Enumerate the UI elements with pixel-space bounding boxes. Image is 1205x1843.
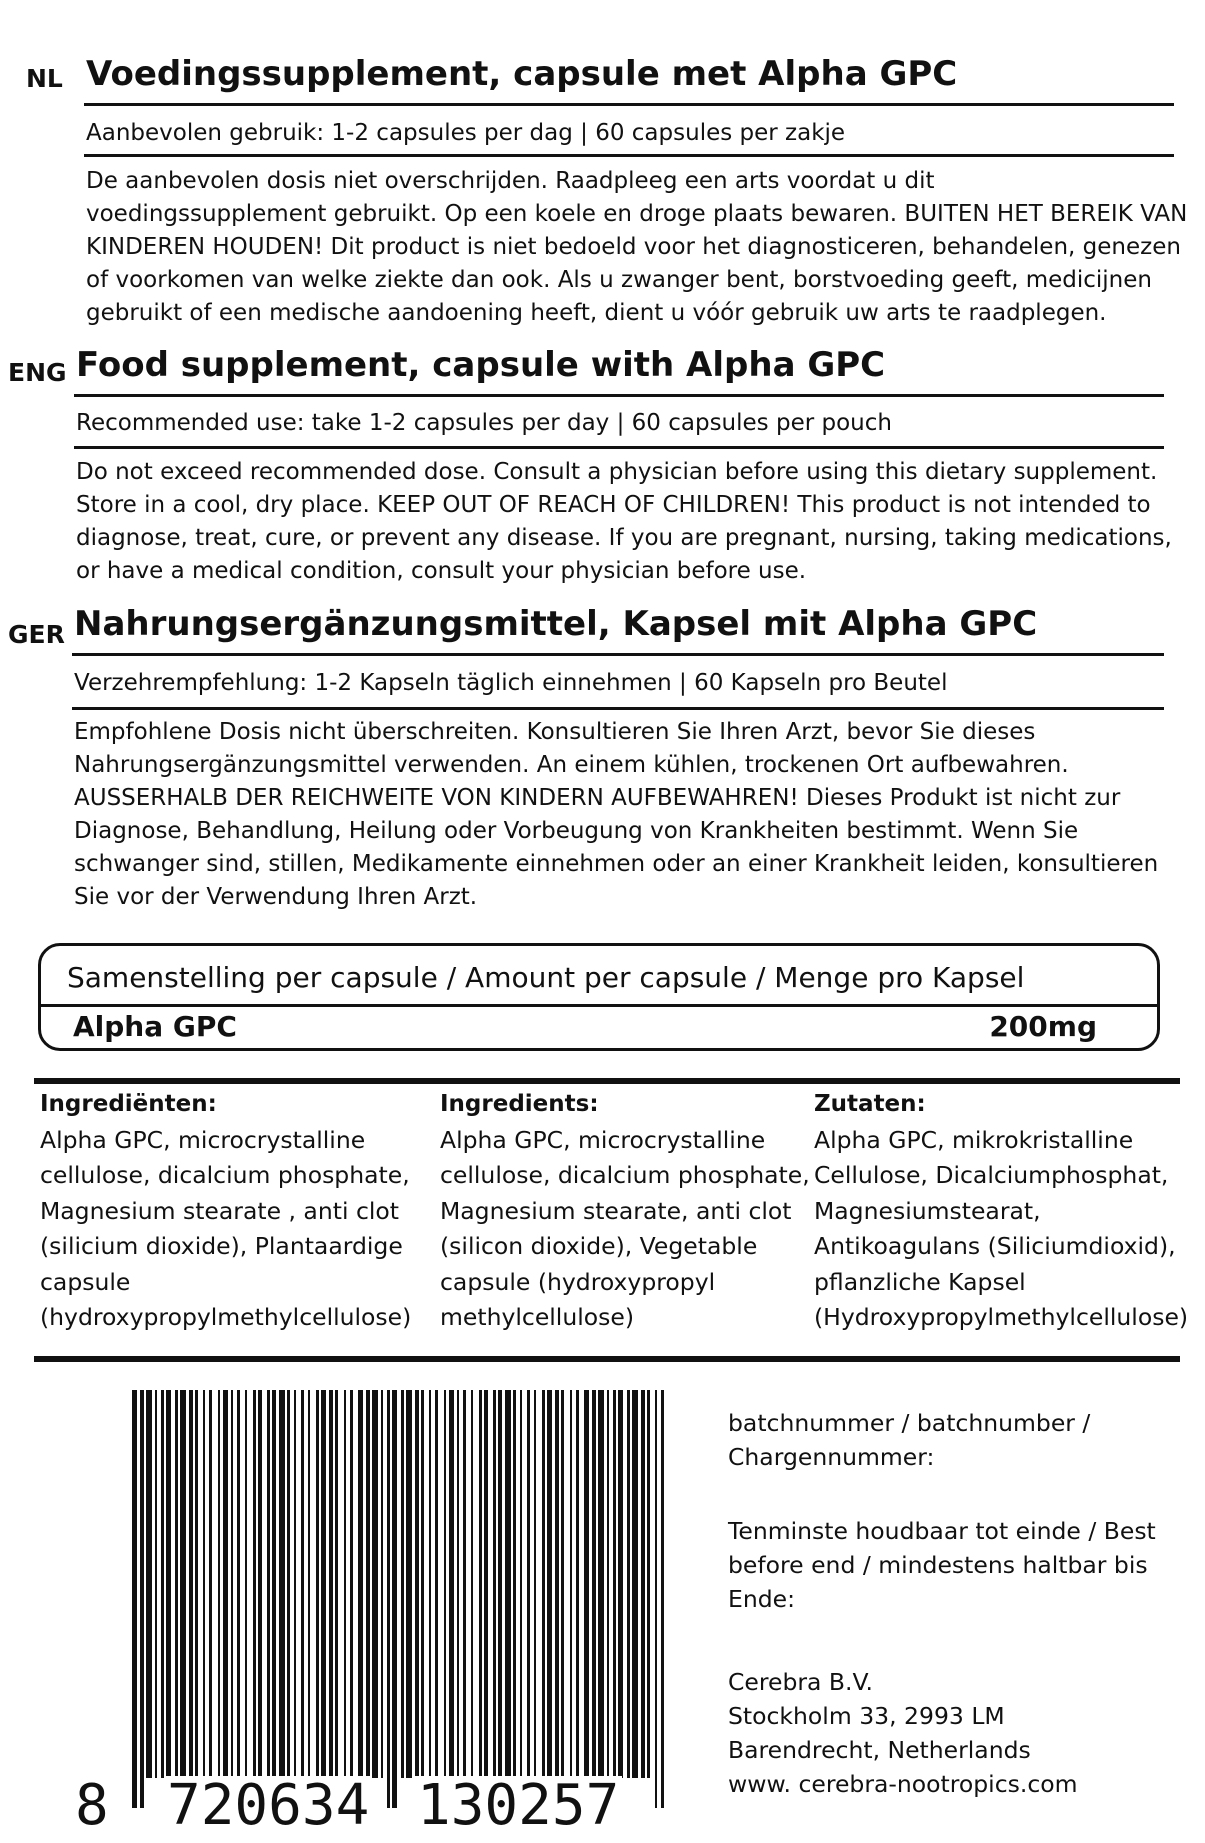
ingredients-line: capsule (hydroxypropyl xyxy=(440,1267,716,1296)
barcode-bar xyxy=(344,1390,346,1778)
text-line: Sie vor der Verwendung Ihren Arzt. xyxy=(74,884,478,910)
barcode-bar xyxy=(484,1390,488,1778)
barcode-bar xyxy=(140,1390,144,1808)
ingredients-line: (silicium dioxide), Plantaardige xyxy=(40,1232,403,1260)
barcode-bar xyxy=(180,1390,186,1778)
text-line: before end / mindestens haltbar bis xyxy=(728,1551,1148,1579)
recommended-use-nl: Aanbevolen gebruik: 1-2 capsules per dag | 60 capsules per zakje xyxy=(86,120,846,146)
barcode-bar xyxy=(547,1390,552,1778)
warning-text-eng xyxy=(76,456,1172,588)
address-line: Stockholm 33, 2993 LM xyxy=(728,1702,1005,1730)
text-line: or have a medical condition, consult your physician before use. xyxy=(76,558,807,584)
text-line: Nahrungsergänzungsmittel verwenden. An einem kühlen, trockenen Ort aufbewahren. xyxy=(74,752,1069,778)
ingredients-line: Alpha GPC, microcrystalline xyxy=(440,1125,766,1154)
divider xyxy=(72,653,1164,656)
ingredients-line: Antikoagulans (Siliciumdioxid), xyxy=(814,1232,1176,1260)
barcode-bar xyxy=(218,1390,220,1778)
barcode-bar xyxy=(195,1390,198,1778)
barcode-bar xyxy=(647,1390,650,1778)
divider xyxy=(41,1004,1157,1007)
ingredients-line: capsule xyxy=(40,1267,131,1296)
text-line: Chargennummer: xyxy=(728,1443,935,1471)
barcode-bar xyxy=(237,1390,240,1778)
barcode-bar xyxy=(534,1390,536,1778)
ingredients-line: Magnesiumstearat, xyxy=(814,1196,1041,1225)
text-line: of voorkomen van welke ziekte dan ook. Als u zwanger bent, borstvoeding geeft, medicijnen xyxy=(86,267,1152,293)
barcode-bar xyxy=(584,1390,589,1778)
ingredients-line: (hydroxypropylmethylcellulose) xyxy=(40,1303,412,1331)
ingredients-line: (silicon dioxide), Vegetable xyxy=(440,1232,758,1260)
text-line: schwanger sind, stillen, Medikamente einnehmen oder an einer Krankheit leiden, konsultieren xyxy=(74,851,1159,877)
ingredients-column-eng xyxy=(440,1087,810,1336)
barcode-bar xyxy=(555,1390,559,1778)
barcode-bar xyxy=(258,1390,262,1778)
barcode-bar xyxy=(613,1390,616,1778)
ingredients-line: pflanzliche Kapsel xyxy=(814,1267,1026,1296)
divider xyxy=(34,1078,1180,1084)
barcode-bar xyxy=(641,1390,645,1778)
barcode-bar xyxy=(366,1390,370,1778)
barcode-bar xyxy=(350,1390,353,1778)
divider xyxy=(74,446,1164,449)
recommended-use-eng: Recommended use: take 1-2 capsules per day | 60 capsules per pouch xyxy=(76,410,892,436)
barcode-bar xyxy=(561,1390,564,1778)
barcode-bar xyxy=(335,1390,338,1778)
ingredients-line: Magnesium stearate, anti clot xyxy=(440,1196,792,1225)
barcode-bar xyxy=(435,1390,438,1778)
barcode-bar xyxy=(471,1390,473,1778)
barcode-bar xyxy=(231,1390,233,1778)
barcode-bar xyxy=(279,1390,285,1778)
barcode-bar xyxy=(449,1390,454,1778)
text-line: Tenminste houdbaar tot einde / Best xyxy=(728,1517,1156,1545)
text-line: voedingssupplement gebruikt. Op een koele en droge plaats bewaren. BUITEN HET BEREIK VAN xyxy=(86,201,1188,227)
barcode-bar xyxy=(381,1390,383,1778)
barcode-bar xyxy=(245,1390,247,1778)
ingredients-line: methylcellulose) xyxy=(440,1303,635,1331)
barcode-bar xyxy=(387,1390,390,1808)
barcode-bar xyxy=(444,1390,446,1778)
barcode-bar xyxy=(479,1390,482,1778)
barcode-bar xyxy=(329,1390,333,1778)
company-address xyxy=(728,1665,1078,1801)
barcode-bar xyxy=(209,1390,212,1778)
barcode-bar xyxy=(301,1390,304,1778)
text-line: diagnose, treat, cure, or prevent any disease. If you are pregnant, nursing, taking medications, xyxy=(76,525,1172,551)
composition-table xyxy=(38,943,1160,1051)
divider xyxy=(72,707,1164,710)
text-line: Store in a cool, dry place. KEEP OUT OF REACH OF CHILDREN! This product is not intended to xyxy=(76,492,1151,518)
barcode-bar xyxy=(421,1390,424,1778)
barcode-bar xyxy=(655,1390,657,1808)
barcode-bar xyxy=(513,1390,516,1778)
barcode-bar xyxy=(576,1390,579,1778)
barcode-digits-left: 720634 xyxy=(164,1776,372,1836)
barcode-bar xyxy=(505,1390,511,1778)
barcode-bar xyxy=(316,1390,319,1778)
barcode-bar xyxy=(223,1390,228,1778)
ingredients-line: cellulose, dicalcium phosphate, xyxy=(40,1161,410,1189)
text-line: De aanbevolen dosis niet overschrijden. Raadpleeg een arts voordat u dit xyxy=(86,168,935,194)
text-line: batchnummer / batchnumber / xyxy=(728,1409,1091,1437)
ingredients-heading: Zutaten: xyxy=(814,1091,926,1117)
divider xyxy=(74,394,1164,397)
barcode-bar xyxy=(272,1390,276,1778)
warning-text-nl xyxy=(86,165,1187,330)
barcode-bar xyxy=(294,1390,296,1778)
ingredients-heading: Ingredients: xyxy=(440,1091,599,1117)
barcode-digit-prefix: 8 xyxy=(72,1776,112,1836)
barcode-bar xyxy=(287,1390,290,1778)
best-before-label xyxy=(728,1514,1156,1616)
barcode-bar xyxy=(463,1390,466,1778)
barcode-bar xyxy=(618,1390,623,1778)
website-link: www. cerebra-nootropics.com xyxy=(728,1770,1078,1798)
barcode-bar xyxy=(592,1390,596,1778)
language-code-ger: GER xyxy=(8,620,65,649)
text-line: Ende: xyxy=(728,1585,796,1613)
barcode-bar xyxy=(457,1390,459,1778)
barcode-bar xyxy=(627,1390,630,1778)
barcode-bar xyxy=(493,1390,496,1778)
recommended-use-ger: Verzehrempfehlung: 1-2 Kapseln täglich einnehmen | 60 Kapseln pro Beutel xyxy=(74,670,948,696)
ingredients-line: Magnesium stearate , anti clot xyxy=(40,1196,399,1225)
barcode-bar xyxy=(308,1390,310,1778)
barcode-bar xyxy=(189,1390,193,1778)
barcode-bar xyxy=(607,1390,609,1778)
divider xyxy=(84,154,1174,157)
barcode xyxy=(128,1390,666,1808)
barcode-bar xyxy=(358,1390,363,1778)
barcode-bar xyxy=(661,1390,664,1808)
barcode-bar xyxy=(527,1390,530,1778)
barcode-digits-right: 130257 xyxy=(414,1776,622,1836)
barcode-bar xyxy=(267,1390,270,1778)
barcode-bar xyxy=(253,1390,256,1778)
text-line: AUSSERHALB DER REICHWEITE VON KINDERN AUFBEWAHREN! Dieses Produkt ist nicht zur xyxy=(74,785,1121,811)
section-title-eng: Food supplement, capsule with Alpha GPC xyxy=(76,345,886,385)
text-line: Do not exceed recommended dose. Consult a physician before using this dietary supplement. xyxy=(76,459,1158,485)
text-line: gebruikt of een medische aandoening heeft, dient u vóór gebruik uw arts te raadplegen. xyxy=(86,300,1107,326)
language-code-nl: NL xyxy=(26,64,63,93)
composition-ingredient-name: Alpha GPC xyxy=(73,1010,237,1043)
barcode-bar xyxy=(166,1390,171,1778)
barcode-bar xyxy=(520,1390,522,1778)
company-name: Cerebra B.V. xyxy=(728,1668,874,1696)
section-title-nl: Voedingssupplement, capsule met Alpha GPC xyxy=(86,54,958,94)
section-title-ger: Nahrungsergänzungsmittel, Kapsel mit Alpha GPC xyxy=(74,604,1038,644)
composition-header: Samenstelling per capsule / Amount per capsule / Menge pro Kapsel xyxy=(67,961,1025,994)
text-line: Diagnose, Behandlung, Heilung oder Vorbeugung von Krankheiten bestimmt. Wenn Sie xyxy=(74,818,1079,844)
barcode-bar xyxy=(401,1390,404,1778)
composition-amount: 200mg xyxy=(989,1010,1097,1043)
barcode-bar xyxy=(372,1390,378,1778)
barcode-bar xyxy=(406,1390,412,1778)
ingredients-heading: Ingrediënten: xyxy=(40,1091,217,1117)
batch-number-label xyxy=(728,1406,1090,1474)
divider xyxy=(84,103,1174,106)
barcode-bar xyxy=(392,1390,397,1808)
barcode-bar xyxy=(161,1390,164,1778)
barcode-bar xyxy=(415,1390,419,1778)
barcode-bar xyxy=(132,1390,137,1808)
barcode-bar xyxy=(498,1390,502,1778)
text-line: Empfohlene Dosis nicht überschreiten. Konsultieren Sie Ihren Arzt, bevor Sie dieses xyxy=(74,719,1036,745)
warning-text-ger xyxy=(74,716,1158,914)
ingredients-column-ger xyxy=(814,1087,1188,1336)
barcode-bar xyxy=(203,1390,205,1778)
ingredients-line: Cellulose, Dicalciumphosphat, xyxy=(814,1161,1169,1189)
language-code-eng: ENG xyxy=(8,358,67,387)
barcode-bar xyxy=(542,1390,545,1778)
ingredients-line: cellulose, dicalcium phosphate, xyxy=(440,1161,810,1189)
ingredients-column-nl xyxy=(40,1087,411,1336)
barcode-bar xyxy=(321,1390,326,1778)
ingredients-line: (Hydroxypropylmethylcellulose) xyxy=(814,1303,1189,1331)
divider xyxy=(34,1356,1180,1362)
ingredients-line: Alpha GPC, mikrokristalline xyxy=(814,1125,1134,1154)
barcode-bar xyxy=(146,1390,152,1778)
address-line: Barendrecht, Netherlands xyxy=(728,1736,1031,1764)
barcode-bar xyxy=(632,1390,638,1778)
barcode-bar xyxy=(175,1390,178,1778)
barcode-bar xyxy=(570,1390,572,1778)
text-line: KINDEREN HOUDEN! Dit product is niet bedoeld voor het diagnosticeren, behandelen, genezen xyxy=(86,234,1181,260)
barcode-bar xyxy=(598,1390,604,1778)
ingredients-line: Alpha GPC, microcrystalline xyxy=(40,1125,366,1154)
barcode-bar xyxy=(155,1390,157,1778)
barcode-bar xyxy=(429,1390,431,1778)
